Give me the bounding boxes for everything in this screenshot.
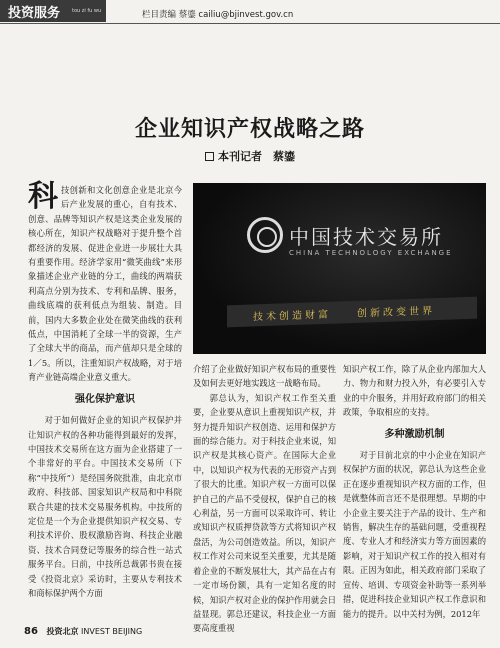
page-header — [0, 0, 500, 26]
page-footer — [24, 626, 142, 637]
paragraph: 知识产权工作，除了从企业内部加大人力、物力和财力投入外，有必要引入专业的中介服务，并用好政府部门的相关政策，争取相应的支持。 — [343, 364, 486, 418]
sign-english: CHINA TECHNOLOGY EXCHANGE — [289, 249, 453, 257]
publication-name: 投资北京 — [46, 627, 79, 636]
editor-line: 栏目责编 蔡鎏 cailiu@bjinvest.gov.cn — [142, 10, 294, 20]
dropcap: 科 — [28, 179, 58, 214]
paragraph: 对于目前北京的中小企业在知识产权保护方面的状况，郭总认为这些企业正在逐步重视知识产权方面的工作，但是就整体而言还不是很理想。早期的中小企业主要关注于产品的设计、生产和销售，解决生存的基础问题，受重视程度、专业人才和经济实力等方面因素的影响，对于知识产权工作的投入相对有限。正因为如此，相关政府部门采取了宣传、培训、专项资金补助等一系列举措，促进科技企业知识产权工作意识和能力的提升。以中关村为例，2012年 — [343, 450, 486, 619]
page-number: 86 — [24, 626, 38, 637]
paragraph: 介绍了企业做好知识产权布局的重要性及如何去更好地实践这一战略布局。 — [193, 364, 336, 389]
column-1 — [28, 179, 182, 623]
intro-paragraph — [28, 179, 182, 385]
banner-text: 技术创造财富 创新改变世界 — [253, 305, 435, 324]
publication-name-en: INVEST BEIJING — [81, 627, 143, 636]
exchange-photo — [193, 183, 486, 354]
paragraph: 对于如何做好企业的知识产权保护并让知识产权的各种功能得到最好的发挥，中国技术交易所在这方面为企业搭建了一个非常好的平台。中国技术交易所（下称“中技所”）是经国务院批准，由北京市政府、科技部、国家知识产权局和中科院联合共建的技术交易服务机构。中技所的定位是一个为企业提供知识产权交易、专利技术评价、股权激励咨询、科技企业融资、技术合同登记等服务的综合性一站式服务平台。日前，中技所总裁郭书贵在接受《投资北京》采访时，主要从专利技术和商标保护两个方面 — [28, 415, 182, 598]
column-3 — [343, 362, 486, 623]
section-name: 投资服务 — [8, 6, 61, 21]
section-pinyin: tou zi fu wu — [72, 8, 102, 14]
subhead-incentives: 多种激励机制 — [384, 428, 445, 440]
column-2 — [193, 362, 336, 634]
byline-text: 本刊记者 蔡鎏 — [218, 150, 295, 163]
header-rule — [0, 23, 500, 24]
section-tab — [0, 0, 106, 22]
article-title: 企业知识产权战略之路 — [134, 117, 365, 142]
square-icon — [205, 152, 214, 161]
exchange-logo-icon — [247, 217, 283, 253]
subhead-protection: 强化保护意识 — [75, 393, 135, 405]
article-byline — [0, 148, 500, 164]
paragraph: 郭总认为，知识产权工作至关重要，企业要从意识上重视知识产权，并努力提升知识产权创造、运用和保护方面的综合能力。对于科技企业来说，知识产权是其核心资产。在国际大企业中，以知识产权为代表的无形资产占到了很大的比重。知识产权一方面可以保护自己的产品不受侵权，保护自己的核心利益，另一方面可以采取许可、转让或知识产权质押贷款等方式将知识产权盘活，为公司创造效益。所以，知识产权工作对公司来说至关重要，尤其是随着企业的不断发展壮大，其产品在占有一定市场份额，具有一定知名度的时候，知识产权对企业的保护作用就会日益显现。郭总还建议，科技企业一方面要高度重视 — [193, 392, 336, 634]
intro-text: 技创新和文化创意企业是北京今后产业发展的重心，自有技术、创意、品牌等知识产权是这类企业发展的核心所在，知识产权战略对于提升整个首都经济的发展、促进企业进一步展壮大具有重要作用。经济学家用“微笑曲线”来形象描述企业产业链的分工，曲线的两端获利高点分别为技术、专利和品牌、服务，曲线底端的获利低点为组装、制造。目前，国内大多数企业处在微笑曲线的获利低点，中国消耗了全球一半的资源，生产了全球大半的商品，而产值却只是全球的1／5。所以，注重知识产权战略，对于培育产业链高端企业意义重大。 — [28, 185, 182, 383]
sign-chinese: 中国技术交易所 — [289, 225, 443, 249]
